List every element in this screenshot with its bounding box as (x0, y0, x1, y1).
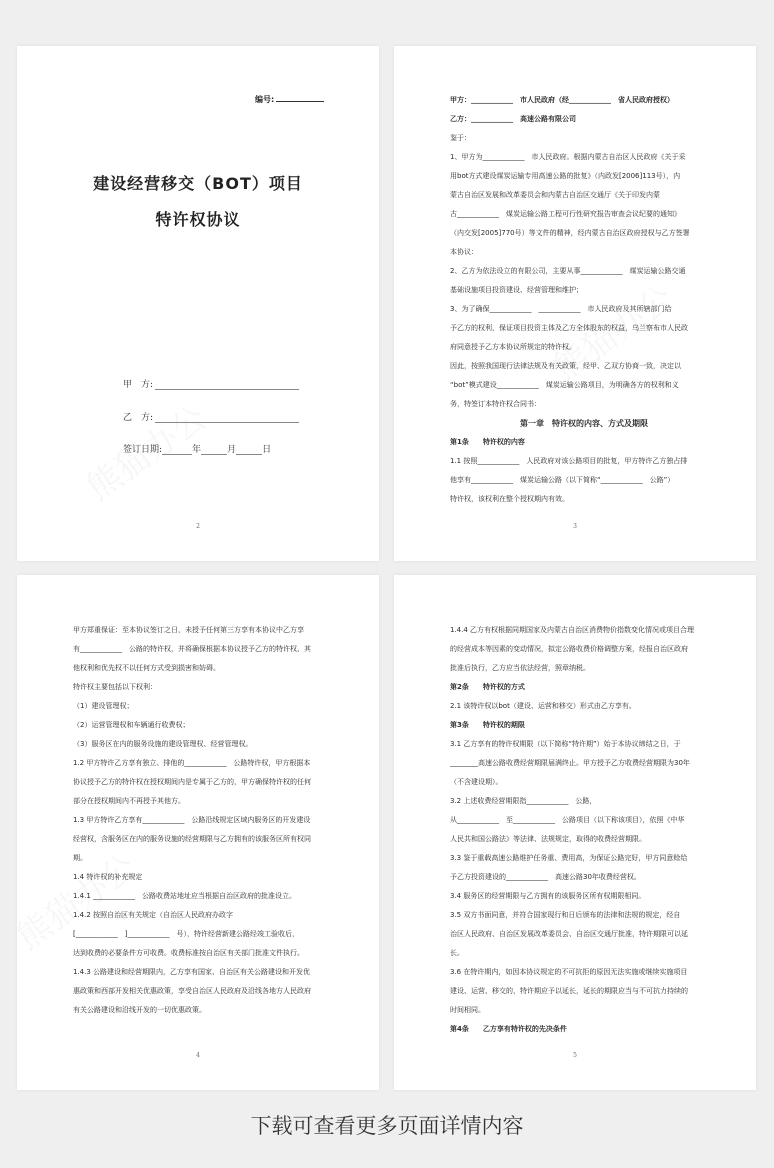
text-line: 3、为了确保____________ ____________ 市人民政府及其所辖部门给 (450, 305, 672, 313)
page-body (450, 91, 718, 509)
page-body (73, 621, 341, 1020)
text-line: 1.4.1 ____________ 公路收费站地址应当根据自治区政府的批准设立。 (73, 892, 297, 900)
serial-number-field (255, 94, 324, 105)
text-line: 人民共和国公路法》等法律、法规规定，取得的收费经营期限。 (450, 835, 646, 843)
text-line: 的经营成本等因素的变动情况，拟定公路收费价格调整方案，经报自治区政府 (450, 645, 688, 653)
day-label: 日 (262, 445, 272, 455)
text-line: 甲方郑重保证：至本协议签订之日，未授予任何第三方享有本协议中乙方享 (73, 626, 304, 634)
text-line: 1、甲方为____________ 市人民政府。根据内蒙古自治区人民政府《关于采 (450, 153, 686, 161)
text-line: 第2条 特许权的方式 (450, 683, 525, 691)
text-block (450, 91, 718, 414)
chapter-title: 第一章 特许权的内容、方式及期限 (520, 419, 648, 428)
text-line: 用bot方式建设煤炭运输专用高速公路的批复》（内政发[2006]113号），内 (450, 172, 681, 180)
text-line: 予乙方投资建设的____________ 高速公路30年收费经营权。 (450, 873, 641, 881)
text-line: 1.3 甲方特许乙方享有____________ 公路沿线规定区域内服务区的开发建设 (73, 816, 311, 824)
text-line: 经营权，含服务区在内的服务设施的经营期限与乙方拥有的该服务区所有权同 (73, 835, 311, 843)
page-number: 5 (573, 1052, 577, 1059)
text-line: 乙方：____________ 高速公路有限公司 (450, 115, 576, 123)
sign-date-field (123, 442, 271, 455)
text-line: 特许权主要包括以下权利： (73, 683, 157, 691)
text-line: 2.1 该特许权以bot（建设、运营和移交）形式由乙方享有。 (450, 702, 636, 710)
text-line: 甲方：____________ 市人民政府（经____________ 省人民政府授权） (450, 96, 674, 104)
text-line: 期。 (73, 854, 87, 862)
text-line: 府同意授予乙方本协议所规定的特许权。 (450, 343, 576, 351)
party-a-blank-line (155, 389, 299, 390)
sign-date-label: 签订日期: (123, 445, 163, 455)
document-page-2 (394, 46, 756, 561)
text-block (450, 452, 718, 509)
text-line: 3.1 乙方享有的特许权期限（以下简称“特许期”）始于本协议缔结之日，于 (450, 740, 681, 748)
page-number: 3 (573, 523, 577, 530)
text-line: 第3条 特许权的期限 (450, 721, 525, 729)
text-line: （1）建设管理权； (73, 702, 134, 710)
serial-label: 编号: (255, 95, 275, 104)
text-line: （2）运营管理权和车辆通行收费权； (73, 721, 190, 729)
party-a-field (123, 377, 299, 390)
text-line: （3）服务区在内的服务设施的建设管理权、经营管理权。 (73, 740, 253, 748)
text-line: 惠政策和西部开发相关优惠政策，享受自治区人民政府及沿线各地方人民政府 (73, 987, 311, 995)
year-blank (162, 454, 192, 455)
document-page-3 (17, 575, 379, 1090)
text-line: 有关公路建设和沿线开发的一切优惠政策。 (73, 1006, 206, 1014)
document-page-cover (17, 46, 379, 561)
text-line: 建设、运营、移交的，特许期应予以延长，延长的期限应当与不可抗力持续的 (450, 987, 688, 995)
text-line: 时间相同。 (450, 1006, 485, 1014)
text-line: 基础设施项目投资建设、经营管理和维护； (450, 286, 583, 294)
month-label: 月 (227, 445, 237, 455)
page-number: 2 (196, 523, 200, 530)
article-title: 第1条 特许权的内容 (450, 438, 525, 446)
day-blank (236, 454, 262, 455)
text-line: 予乙方的权利，保证项目投资主体及乙方全体股东的权益，乌兰察布市人民政 (450, 324, 688, 332)
text-line: 他权利和优先权不以任何方式受到损害和妨碍。 (73, 664, 220, 672)
text-line: 因此，按照我国现行法律法规及有关政策，经甲、乙双方协商一致，决定以 (450, 362, 681, 370)
text-line: 1.2 甲方特许乙方享有独立、排他的____________ 公路特许权，甲方根据本 (73, 759, 311, 767)
download-caption: 下载可查看更多页面详情内容 (250, 1114, 524, 1138)
text-line: 3.5 双方书面同意，并符合国家现行和日后颁布的法律和法规的规定，经自 (450, 911, 681, 919)
month-blank (201, 454, 227, 455)
text-line: 本协议： (450, 248, 478, 256)
text-line: 3.6 在特许期内，如因本协议规定的不可抗拒的原因无法实施或继续实施项目 (450, 968, 688, 976)
text-line: 古____________ 煤炭运输公路工程可行性研究报告审查会议纪要的通知》 (450, 210, 681, 218)
text-line: 协议授予乙方的特许权在授权期间内是专属于乙方的，甲方确保特许权的任何 (73, 778, 311, 786)
text-line: 部分在授权期间内不再授予其他方。 (73, 797, 185, 805)
text-line: 2、乙方为依法设立的有限公司，主要从事____________ 煤炭运输公路交通 (450, 267, 686, 275)
page-number: 4 (196, 1052, 200, 1059)
document-page-4 (394, 575, 756, 1090)
party-b-field (123, 410, 299, 423)
text-line: 达到收费的必要条件方可收费。收费标准按自治区有关部门批准文件执行。 (73, 949, 304, 957)
text-block (450, 621, 718, 1039)
text-block (73, 621, 341, 1020)
text-line: 有____________ 公路的特许权，并将确保根据本协议授予乙方的特许权、其 (73, 645, 311, 653)
text-line: 3.3 鉴于重载高速公路维护任务重、费用高，为保证公路完好，甲方同意赊给 (450, 854, 688, 862)
text-line: 1.4.4 乙方有权根据同期国家及内蒙古自治区消费物价指数变化情况或项目合理 (450, 626, 695, 634)
document-title-line1: 建设经营移交（BOT）项目 (93, 174, 303, 193)
text-line: 鉴于： (450, 134, 471, 142)
text-line: 务，特签订本特许权合同书： (450, 400, 541, 408)
document-title-line2: 特许权协议 (155, 210, 241, 229)
text-line: ________高速公路收费经营期限届满终止。甲方授予乙方收费经营期限为30年 (450, 759, 690, 767)
text-line: 蒙古自治区发展和改革委员会和内蒙古自治区交通厅《关于印发内蒙 (450, 191, 660, 199)
year-label: 年 (192, 445, 202, 455)
text-line: 1.4.3 公路建设和经营期限内，乙方享有国家、自治区有关公路建设和开发优 (73, 968, 311, 976)
text-line: 长。 (450, 949, 464, 957)
party-b-label: 乙 方: (123, 413, 154, 423)
text-line: 批准后执行，乙方应当依法经营，照章纳税。 (450, 664, 590, 672)
text-line: （内交发[2005]770号）等文件的精神，经内蒙古自治区政府授权与乙方签署 (450, 229, 690, 237)
text-line: 3.4 服务区的经营期限与乙方拥有的该服务区所有权期限相同。 (450, 892, 646, 900)
text-line: 从____________ 至____________ 公路项目（以下称该项目），依照《中华 (450, 816, 685, 824)
text-line: 1.4 特许权的补充规定 (73, 873, 143, 881)
party-b-blank-line (155, 422, 299, 423)
text-line: 特许权，该权利在整个授权期内有效。 (450, 495, 569, 503)
text-line: 他享有____________ 煤炭运输公路（以下简称“____________ 公路”） (450, 476, 675, 484)
text-line: 第4条 乙方享有特许权的先决条件 (450, 1025, 567, 1033)
text-line: “bot”模式建设____________ 煤炭运输公路项目，为明确各方的权利和义 (450, 381, 679, 389)
text-line: 治区人民政府、自治区发展改革委员会、自治区交通厅批准，特许期限可以延 (450, 930, 688, 938)
page-body (450, 621, 718, 1039)
text-line: [____________ ]____________ 号），特许经营新建公路经竣工验收后， (73, 930, 299, 938)
text-line: 1.4.2 按照自治区有关规定（自治区人民政府办政字 (73, 911, 234, 919)
text-line: 1.1 按照____________ 人民政府对该公路项目的批复，甲方特许乙方独占排 (450, 457, 688, 465)
party-a-label: 甲 方: (123, 380, 154, 390)
text-line: （不含建设期）。 (450, 778, 503, 786)
serial-blank-line (276, 101, 324, 102)
text-line: 3.2 上述收费经营期限指____________ 公路， (450, 797, 597, 805)
